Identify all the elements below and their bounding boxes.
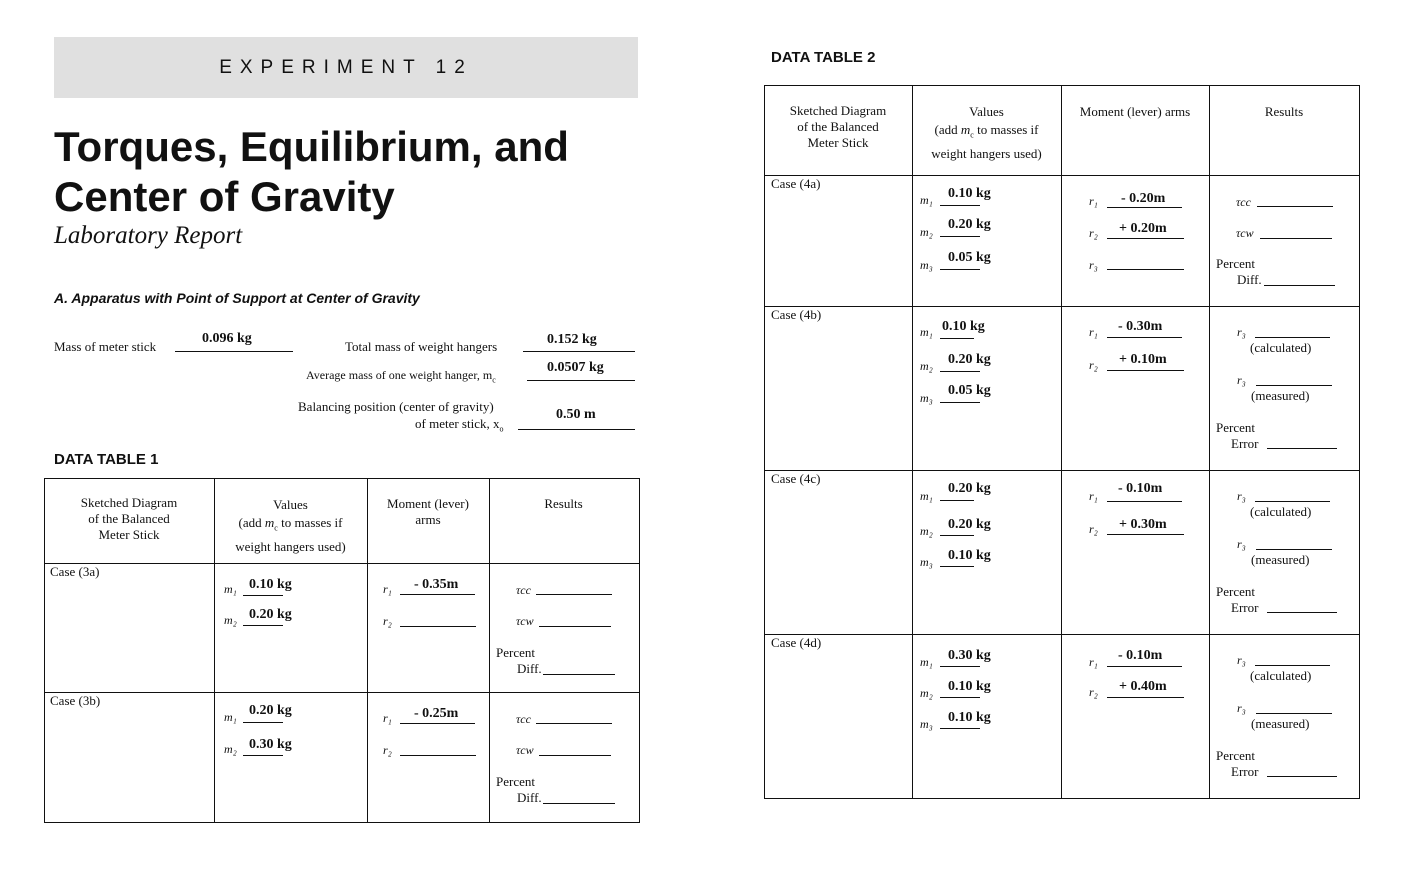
page-subtitle: Laboratory Report bbox=[54, 222, 243, 249]
t2-4d-m3-symbol: m₃ bbox=[920, 717, 933, 731]
t1-header-col4: Results bbox=[544, 496, 583, 511]
t2-4d-m2-symbol: m₂ bbox=[920, 686, 933, 700]
avg-mass-hanger-line bbox=[527, 380, 635, 381]
t2-4b-calculated: (calculated) bbox=[1250, 340, 1312, 355]
t2-4b-r1-line bbox=[1107, 337, 1182, 338]
t2-4a-tcc-line bbox=[1257, 206, 1333, 207]
t2-4d-m2-line bbox=[940, 697, 980, 698]
t2-4b-m3-value: 0.05 kg bbox=[948, 383, 991, 398]
experiment-banner-text: EXPERIMENT 12 bbox=[219, 57, 473, 78]
t2-4c-r1-value: - 0.10m bbox=[1118, 481, 1163, 496]
t2-4a-m3-value: 0.05 kg bbox=[948, 250, 991, 265]
t1-3a-diff: Diff. bbox=[517, 661, 542, 676]
t2-4b-m1-value: 0.10 kg bbox=[942, 319, 985, 334]
t2-4d-error: Error bbox=[1231, 764, 1259, 779]
page-title-line1: Torques, Equilibrium, and bbox=[54, 123, 569, 170]
t2-4a-m1-symbol: m₁ bbox=[920, 193, 933, 207]
t1-3b-r1-symbol: r₁ bbox=[383, 711, 392, 725]
t2-4d-error-line bbox=[1267, 776, 1337, 777]
t2-header-col1-l3: Meter Stick bbox=[807, 135, 869, 150]
t2-4b-r3meas-line bbox=[1256, 385, 1332, 386]
t1-h2m: m bbox=[264, 515, 275, 530]
t2-4a-r3-symbol: r₃ bbox=[1089, 258, 1098, 272]
t2-header-col2-l3: weight hangers used) bbox=[931, 145, 1042, 161]
balancing-label-1: Balancing position (center of gravity) bbox=[298, 399, 494, 414]
t2-4d-m1-value: 0.30 kg bbox=[948, 648, 991, 663]
t2-4c-m2-value: 0.20 kg bbox=[948, 517, 991, 532]
t2-4d-m2-value: 0.10 kg bbox=[948, 679, 991, 694]
t1-header-col1 bbox=[44, 495, 214, 543]
t2-4d-r1-line bbox=[1107, 666, 1182, 667]
t1-3a-r2-line bbox=[400, 626, 476, 627]
t1-3b-tcw-symbol: τcw bbox=[516, 743, 534, 757]
t2-4b-m1-symbol: m₁ bbox=[920, 325, 933, 339]
t2-4a-m2-value: 0.20 kg bbox=[948, 217, 991, 232]
t1-3a-m2-line bbox=[243, 625, 283, 626]
t2-4b-m1-line bbox=[940, 338, 974, 339]
t2-4a-tcw-symbol: τcw bbox=[1236, 226, 1254, 240]
balancing-value: 0.50 m bbox=[556, 407, 596, 422]
t1-header-col2-l2 bbox=[214, 514, 367, 538]
avg-mass-hanger-sub: c bbox=[492, 375, 496, 385]
t2-4c-r3calc-line bbox=[1255, 501, 1330, 502]
t2-4c-m3-line bbox=[940, 566, 974, 567]
t2-4c-r2-line bbox=[1107, 534, 1184, 535]
t2-4c-m1-symbol: m₁ bbox=[920, 489, 933, 503]
t2-4a-diff: Diff. bbox=[1237, 272, 1262, 287]
total-mass-hangers-line bbox=[523, 351, 635, 352]
t1-header-col2 bbox=[214, 496, 367, 556]
t1-3a-m1-symbol: m₁ bbox=[224, 582, 237, 596]
t1-3a-r2-symbol: r₂ bbox=[383, 614, 392, 628]
t1-header-col1-l2: of the Balanced bbox=[88, 511, 170, 526]
t2-4a-r2-value: + 0.20m bbox=[1119, 221, 1167, 236]
t1-header-col3-l1: Moment (lever) bbox=[387, 496, 469, 511]
t1-3b-tcw-line bbox=[539, 755, 611, 756]
t1-3a-r1-line bbox=[400, 594, 475, 595]
t2-row-divider-4 bbox=[764, 634, 1359, 635]
data-table-1-title: DATA TABLE 1 bbox=[54, 451, 159, 468]
total-mass-hangers-value: 0.152 kg bbox=[547, 332, 597, 347]
mass-meter-stick-line bbox=[175, 351, 293, 352]
t1-3b-diff-line bbox=[543, 803, 615, 804]
t2-4c-r2-value: + 0.30m bbox=[1119, 517, 1167, 532]
t2-4a-r1-value: - 0.20m bbox=[1121, 191, 1166, 206]
t1-header-col2-l1: Values bbox=[273, 497, 308, 512]
t1-3b-m2-value: 0.30 kg bbox=[249, 737, 292, 752]
t2-4d-r1-symbol: r₁ bbox=[1089, 655, 1098, 669]
t1-3a-m1-line bbox=[243, 595, 283, 596]
t2-4d-calculated: (calculated) bbox=[1250, 668, 1312, 683]
t2-4b-m3-line bbox=[940, 402, 980, 403]
t2-h2m: m bbox=[960, 122, 971, 137]
t2-4a-m3-symbol: m₃ bbox=[920, 258, 933, 272]
t2-header-col4: Results bbox=[1264, 104, 1304, 119]
t2-4d-measured: (measured) bbox=[1251, 716, 1310, 731]
t2-case-4b-label: Case (4b) bbox=[771, 307, 822, 322]
t1-3b-m2-line bbox=[243, 755, 283, 756]
t2-4a-m2-line bbox=[940, 236, 980, 237]
t2-4d-r3meas-line bbox=[1256, 713, 1332, 714]
avg-mass-hanger-value: 0.0507 kg bbox=[547, 360, 604, 375]
t2-4d-m1-symbol: m₁ bbox=[920, 655, 933, 669]
t2-row-divider-1 bbox=[764, 175, 1359, 176]
t2-header-col1 bbox=[764, 103, 912, 151]
t2-4c-r3meas-symbol: r₃ bbox=[1237, 537, 1246, 551]
t2-4b-r2-value: + 0.10m bbox=[1119, 352, 1167, 367]
t2-4d-r3meas-symbol: r₃ bbox=[1237, 701, 1246, 715]
t2-4b-error: Error bbox=[1231, 436, 1259, 451]
t2-4a-m1-line bbox=[940, 205, 980, 206]
t1-3a-r1-symbol: r₁ bbox=[383, 582, 392, 596]
t1-3a-tcw-symbol: τcw bbox=[516, 614, 534, 628]
t2-header-col3: Moment (lever) arms bbox=[1079, 104, 1191, 119]
t1-3b-m1-line bbox=[243, 722, 283, 723]
t2-case-4a-label: Case (4a) bbox=[771, 176, 821, 191]
t1-row-divider-2 bbox=[44, 692, 639, 693]
t2-col-divider-2 bbox=[1061, 85, 1062, 798]
t2-4b-r1-symbol: r₁ bbox=[1089, 325, 1098, 339]
mass-meter-stick-label: Mass of meter stick bbox=[54, 339, 157, 354]
t1-h2b: to masses if bbox=[277, 515, 343, 530]
total-mass-hangers-label: Total mass of weight hangers bbox=[345, 339, 498, 354]
t2-4b-error-line bbox=[1267, 448, 1337, 449]
t2-h2a: (add bbox=[934, 122, 961, 137]
t2-4a-r2-symbol: r₂ bbox=[1089, 226, 1098, 240]
t2-h2sub: c bbox=[970, 130, 974, 140]
t1-3b-m1-symbol: m₁ bbox=[224, 710, 237, 724]
t2-4d-r2-line bbox=[1107, 697, 1184, 698]
t2-4a-percent: Percent bbox=[1216, 256, 1255, 271]
t1-3b-r1-value: - 0.25m bbox=[414, 706, 459, 721]
t1-3a-tcc-symbol: τcc bbox=[516, 583, 531, 597]
t1-3a-tcw-line bbox=[539, 626, 611, 627]
t2-4c-r2-symbol: r₂ bbox=[1089, 522, 1098, 536]
t2-4d-r2-symbol: r₂ bbox=[1089, 685, 1098, 699]
t2-4d-m3-value: 0.10 kg bbox=[948, 710, 991, 725]
t2-4b-r2-symbol: r₂ bbox=[1089, 358, 1098, 372]
t2-4b-r3meas-symbol: r₃ bbox=[1237, 373, 1246, 387]
t2-4a-tcc-symbol: τcc bbox=[1236, 195, 1251, 209]
t2-header-col1-l1: Sketched Diagram bbox=[789, 103, 887, 118]
t2-4a-r3-line bbox=[1107, 269, 1184, 270]
t1-3b-m2-symbol: m₂ bbox=[224, 742, 237, 756]
t2-4b-r3calc-line bbox=[1255, 337, 1330, 338]
data-table-2-border bbox=[764, 85, 1360, 799]
t2-4c-r3calc-symbol: r₃ bbox=[1237, 489, 1246, 503]
t1-3a-percent: Percent bbox=[496, 645, 535, 660]
t2-4b-m2-value: 0.20 kg bbox=[948, 352, 991, 367]
t2-4c-r1-symbol: r₁ bbox=[1089, 489, 1098, 503]
t2-4c-m1-line bbox=[940, 500, 974, 501]
t2-4a-diff-line bbox=[1264, 285, 1335, 286]
t1-col-divider-3 bbox=[489, 478, 490, 822]
t2-4c-m2-line bbox=[940, 535, 974, 536]
t2-4c-error-line bbox=[1267, 612, 1337, 613]
t1-col-divider-2 bbox=[367, 478, 368, 822]
t2-4c-m3-symbol: m₃ bbox=[920, 555, 933, 569]
t2-row-divider-3 bbox=[764, 470, 1359, 471]
balancing-line bbox=[518, 429, 635, 430]
t2-4d-m3-line bbox=[940, 728, 980, 729]
t2-4c-measured: (measured) bbox=[1251, 552, 1310, 567]
t2-4c-r1-line bbox=[1107, 501, 1182, 502]
t2-4a-r1-line bbox=[1107, 207, 1182, 208]
t2-header-col2-l2 bbox=[912, 121, 1061, 145]
balancing-label-2-text: of meter stick, x bbox=[415, 416, 500, 431]
t2-4b-r2-line bbox=[1107, 370, 1184, 371]
t2-4c-error: Error bbox=[1231, 600, 1259, 615]
t1-3a-m2-value: 0.20 kg bbox=[249, 607, 292, 622]
t1-3a-tcc-line bbox=[536, 594, 612, 595]
balancing-sub: o bbox=[499, 424, 504, 434]
t2-4b-measured: (measured) bbox=[1251, 388, 1310, 403]
t1-3b-percent: Percent bbox=[496, 774, 535, 789]
t2-4c-m1-value: 0.20 kg bbox=[948, 481, 991, 496]
t2-4d-r1-value: - 0.10m bbox=[1118, 648, 1163, 663]
t1-3b-diff: Diff. bbox=[517, 790, 542, 805]
t1-header-col2-l3: weight hangers used) bbox=[235, 538, 346, 554]
t1-3b-r2-line bbox=[400, 755, 476, 756]
t1-header-col1-l3: Meter Stick bbox=[98, 527, 160, 542]
t1-3a-diff-line bbox=[543, 674, 615, 675]
t2-4d-m1-line bbox=[940, 666, 980, 667]
t2-header-col2-l1: Values bbox=[969, 104, 1004, 119]
balancing-label-2 bbox=[415, 416, 503, 434]
avg-mass-hanger-label bbox=[306, 368, 496, 384]
t2-row-divider-2 bbox=[764, 306, 1359, 307]
t1-h2a: (add bbox=[238, 515, 265, 530]
t2-4a-r1-symbol: r₁ bbox=[1089, 194, 1098, 208]
t2-col-divider-1 bbox=[912, 85, 913, 798]
t2-4b-percent: Percent bbox=[1216, 420, 1255, 435]
t1-header-col1-l1: Sketched Diagram bbox=[80, 495, 178, 510]
t2-4d-r3calc-line bbox=[1255, 665, 1330, 666]
t2-4a-m3-line bbox=[940, 269, 980, 270]
t2-header-col1-l2: of the Balanced bbox=[797, 119, 879, 134]
t1-case-3b-label: Case (3b) bbox=[50, 693, 101, 708]
t1-3a-m1-value: 0.10 kg bbox=[249, 577, 292, 592]
t2-4b-m2-line bbox=[940, 371, 980, 372]
t2-4c-m3-value: 0.10 kg bbox=[948, 548, 991, 563]
t2-4c-m2-symbol: m₂ bbox=[920, 524, 933, 538]
t1-header-col3-l2: arms bbox=[415, 512, 441, 527]
t2-4c-percent: Percent bbox=[1216, 584, 1255, 599]
data-table-2-title: DATA TABLE 2 bbox=[771, 49, 876, 66]
t1-header-col3 bbox=[367, 496, 489, 528]
avg-mass-hanger-text: Average mass of one weight hanger, m bbox=[306, 368, 493, 382]
t2-4a-r2-line bbox=[1107, 238, 1184, 239]
t2-h2b: to masses if bbox=[973, 122, 1039, 137]
t2-4c-calculated: (calculated) bbox=[1250, 504, 1312, 519]
mass-meter-stick-value: 0.096 kg bbox=[202, 331, 252, 346]
t1-3b-tcc-symbol: τcc bbox=[516, 712, 531, 726]
t2-col-divider-3 bbox=[1209, 85, 1210, 798]
experiment-banner bbox=[54, 37, 638, 98]
t1-3b-r1-line bbox=[400, 723, 475, 724]
t1-3b-r2-symbol: r₂ bbox=[383, 743, 392, 757]
t2-4c-r3meas-line bbox=[1256, 549, 1332, 550]
t2-4d-r3calc-symbol: r₃ bbox=[1237, 653, 1246, 667]
t2-4b-r3calc-symbol: r₃ bbox=[1237, 325, 1246, 339]
t1-3b-m1-value: 0.20 kg bbox=[249, 703, 292, 718]
t1-h2sub: c bbox=[274, 523, 278, 533]
t1-case-3a-label: Case (3a) bbox=[50, 564, 100, 579]
t2-4d-percent: Percent bbox=[1216, 748, 1255, 763]
t2-4b-m2-symbol: m₂ bbox=[920, 359, 933, 373]
t2-4a-tcw-line bbox=[1260, 238, 1332, 239]
t2-header-col2 bbox=[912, 103, 1061, 163]
t2-4d-r2-value: + 0.40m bbox=[1119, 679, 1167, 694]
t1-3a-m2-symbol: m₂ bbox=[224, 613, 237, 627]
t1-3b-tcc-line bbox=[536, 723, 612, 724]
page-title-line2: Center of Gravity bbox=[54, 173, 395, 220]
t2-case-4d-label: Case (4d) bbox=[771, 635, 822, 650]
t2-case-4c-label: Case (4c) bbox=[771, 471, 821, 486]
section-a-heading: A. Apparatus with Point of Support at Center of Gravity bbox=[54, 290, 420, 306]
t2-4a-m1-value: 0.10 kg bbox=[948, 186, 991, 201]
t2-4b-m3-symbol: m₃ bbox=[920, 391, 933, 405]
t2-4a-m2-symbol: m₂ bbox=[920, 225, 933, 239]
t1-row-divider-1 bbox=[44, 563, 639, 564]
t2-4b-r1-value: - 0.30m bbox=[1118, 319, 1163, 334]
t1-3a-r1-value: - 0.35m bbox=[414, 577, 459, 592]
